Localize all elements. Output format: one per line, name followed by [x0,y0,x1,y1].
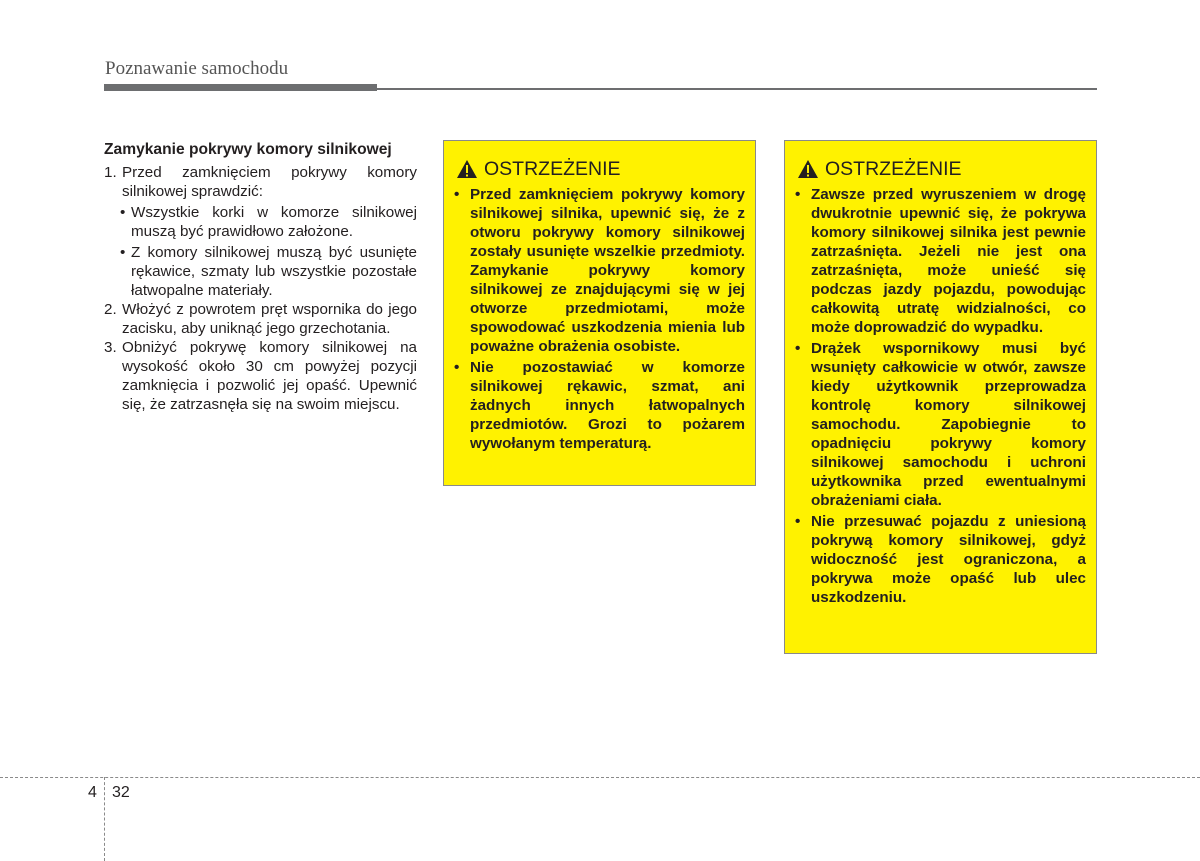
warning-item [795,512,1086,607]
page-number: 32 [112,784,130,801]
step-1 [104,163,417,201]
warning-item [454,185,745,356]
warning-item-text: Przed zamknięciem pokrywy komory silnikowej silnika, upewnić się, że z otworu pokrywy komory silnikowej zostały usunięte wszelkie przedmioty. Zamykanie pokrywy komory silnikowej ze znajdującymi się w jej otworze przedmiotami, może spowodować uszkodzenia mienia lub poważne obrażenia osobiste. [470,186,745,355]
bullet-icon: • [454,186,460,203]
sub-item-text: Wszystkie korki w komorze silnikowej muszą być prawidłowo założone. [131,204,417,240]
header-rule-thick [104,84,377,91]
warning-item-text: Nie pozostawiać w komorze silnikowej rękawic, szmat, ani żadnych innych łatwopalnych przedmiotów. Grozi to pożarem wywołanym temperaturą. [470,359,745,452]
left-column [104,141,417,414]
footer-divider [0,777,1200,778]
warning-item [795,339,1086,510]
bullet-icon: • [120,204,126,221]
step-text: Obniżyć pokrywę komory silnikowej na wysokość około 30 cm powyżej pozycji zamknięcia i pozwolić jej opaść. Upewnić się, że zatrzasnęła się na swoim miejscu. [122,339,417,413]
warning-box-2 [784,140,1097,654]
step-number: 1. [104,164,117,181]
bullet-icon: • [795,186,801,203]
step-text: Włożyć z powrotem pręt wspornika do jego zacisku, aby uniknąć jego grzechotania. [122,301,417,337]
section-heading: Zamykanie pokrywy komory silnikowej [104,141,392,158]
step-text: Przed zamknięciem pokrywy komory silnikowej sprawdzić: [122,164,417,200]
sub-item-text: Z komory silnikowej muszą być usunięte rękawice, szmaty lub wszystkie pozostałe łatwopalne materiały. [131,244,417,299]
warning-item-text: Zawsze przed wyruszeniem w drogę dwukrotnie upewnić się, że pokrywa komory silnikowej silnika jest pewnie zatrzaśnięta. Jeżeli nie jest ona zatrzaśnięta, może unieść się podczas jazdy pojazdu, powodując całkowitą utratę widzialności, co może doprowadzić do wypadku. [811,186,1086,336]
step-2 [104,300,417,338]
step-number: 2. [104,301,117,318]
warning-box-1 [443,140,756,486]
step-number: 3. [104,339,117,356]
warning-item-text: Drążek wspornikowy musi być wsunięty całkowicie w otwór, zawsze kiedy użytkownik przeprowadza kontrolę komory silnikowej samochodu. Zapobiegnie to opadnięciu pokrywy komory silnikowej samochodu i uchroni użytkownika przed ewentualnymi obrażeniami ciała. [811,340,1086,509]
warning-title [454,155,745,183]
bullet-icon: • [120,244,126,261]
chapter-number: 4 [88,784,97,801]
header-rule-thin [377,88,1097,90]
warning-title-text: OSTRZEŻENIE [825,157,962,180]
footer-vertical-divider [104,777,105,861]
warning-title-text: OSTRZEŻENIE [484,157,621,180]
bullet-icon: • [454,359,460,376]
warning-item-text: Nie przesuwać pojazdu z uniesioną pokrywą komory silnikowej, gdyż widoczność jest ograniczona, a pokrywa może opaść lub ulec uszkodzeniu. [811,513,1086,606]
header-title: Poznawanie samochodu [105,58,289,79]
sub-item-2 [104,243,417,300]
warning-triangle-icon [456,159,478,179]
warning-item [795,185,1086,337]
step-3 [104,338,417,414]
warning-triangle-icon [797,159,819,179]
bullet-icon: • [795,340,801,357]
warning-title [795,155,1086,183]
warning-item [454,358,745,453]
bullet-icon: • [795,513,801,530]
sub-item-1 [104,203,417,241]
